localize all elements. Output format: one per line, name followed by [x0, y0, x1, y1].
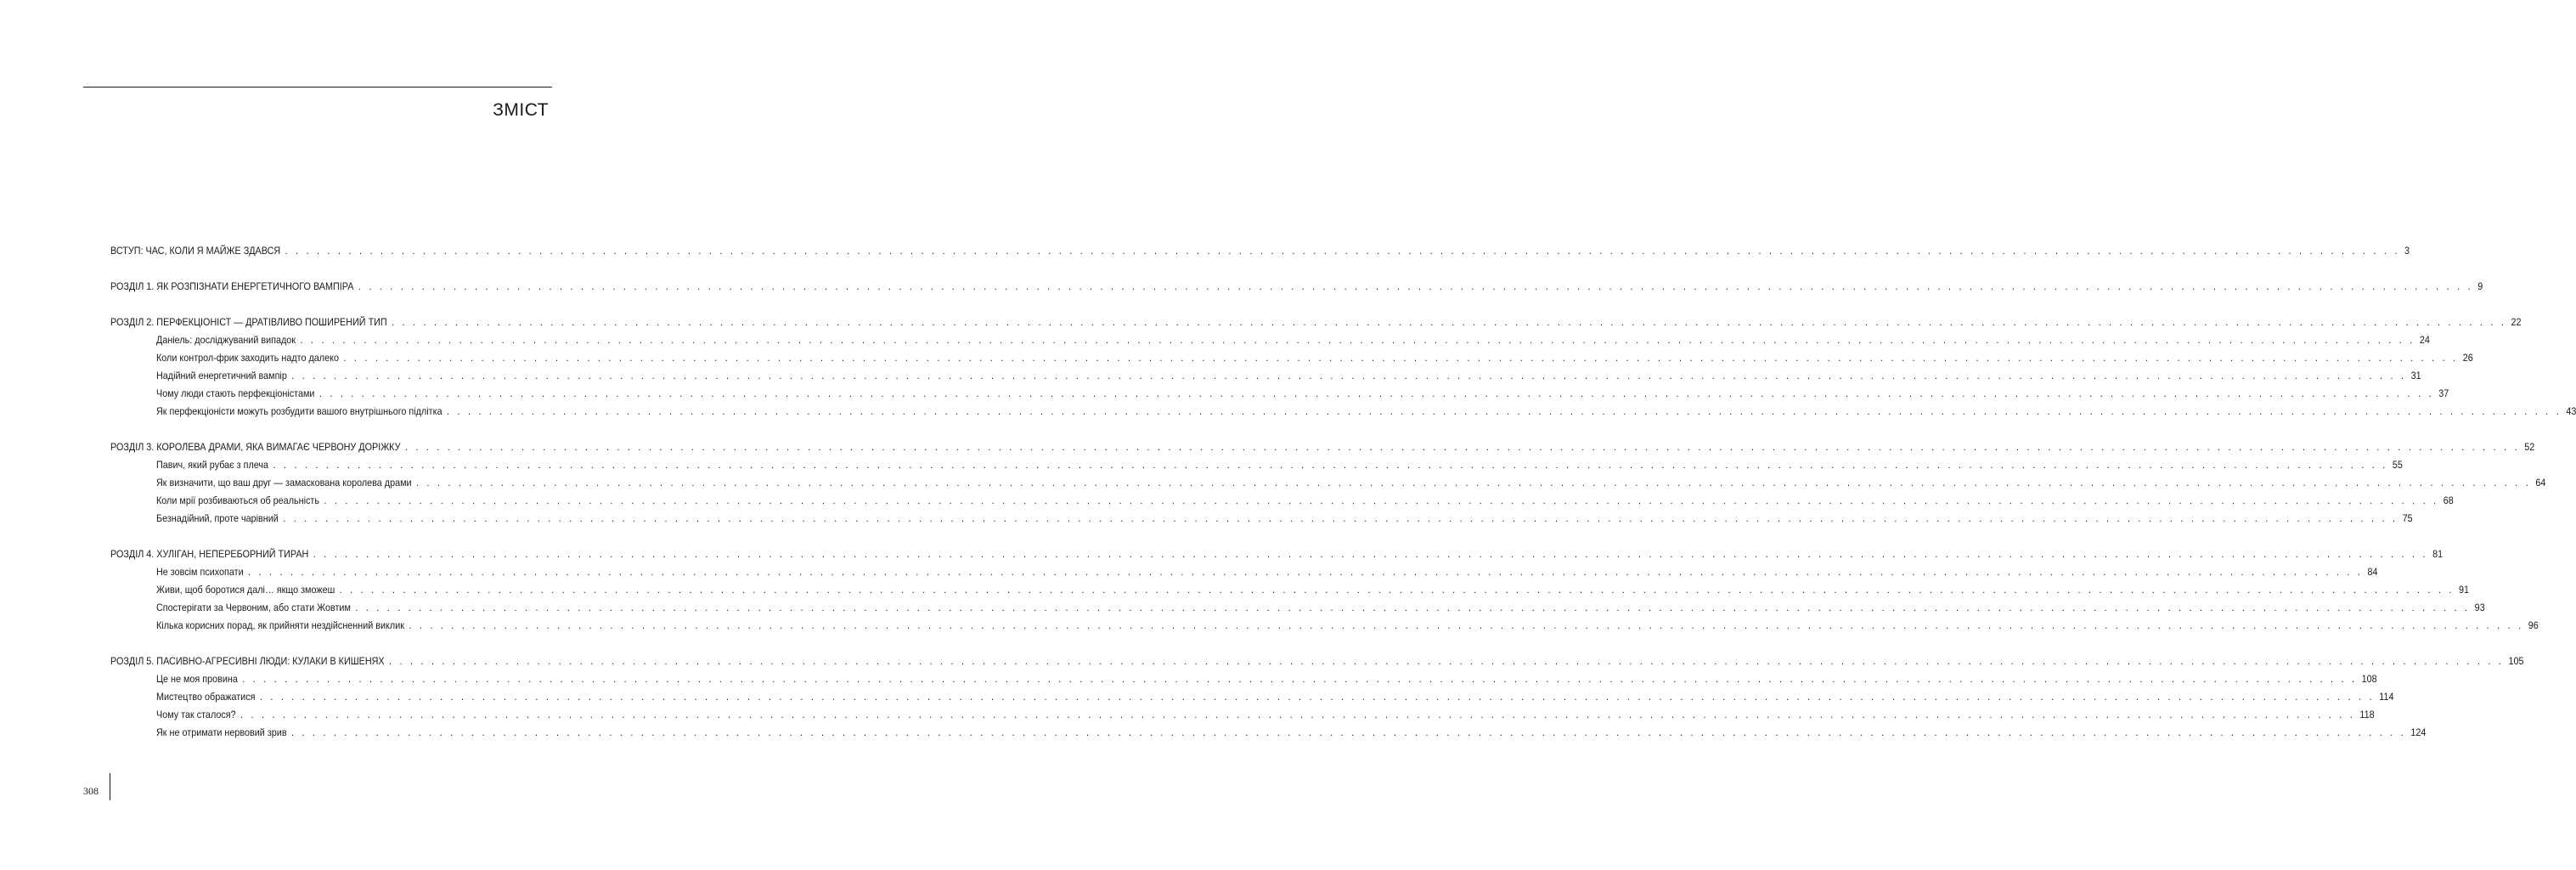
toc-entry-title: Живи, щоб боротися далі… якщо зможеш	[156, 584, 335, 596]
toc-section-entry[interactable]	[110, 405, 2576, 423]
dot-leader: . . . . . . . . . . . . . . . . . . . . . . . . . . . . . . . . . . . . . . . . . . . . . . . . . . . . . . . . . . . . . . . . . . . . . . . . . . . . . . . . . . . . . . . . . . . . . . . . . . . . . . . . . . . . . . . . . . . . . . . . . . . . . . . . . . . . . . . . . . . . . . . . . . . . . . . . . . . . . . . . . . . . . . . . . . . . . . . . . . . . . . . . . . . . . . . . . . . . . . . .	[318, 387, 2434, 399]
toc-section-entry[interactable]	[110, 691, 2394, 709]
toc-entry-title: РОЗДІЛ 1. ЯК РОЗПІЗНАТИ ЕНЕРГЕТИЧНОГО ВАМПІРА	[110, 280, 354, 292]
toc-entry-page: 93	[2474, 602, 2485, 613]
toc-group	[110, 316, 2576, 423]
toc-entry-title: Безнадійний, проте чарівний	[156, 512, 279, 524]
toc-entry-title: Коли контрол-фрик заходить надто далеко	[156, 352, 339, 364]
table-of-contents	[110, 245, 2576, 762]
toc-entry-page: 64	[2535, 477, 2546, 489]
toc-entry-title: Спостерігати за Червоним, або стати Жовтим	[156, 602, 351, 613]
dot-leader: . . . . . . . . . . . . . . . . . . . . . . . . . . . . . . . . . . . . . . . . . . . . . . . . . . . . . . . . . . . . . . . . . . . . . . . . . . . . . . . . . . . . . . . . . . . . . . . . . . . . . . . . . . . . . . . . . . . . . . . . . . . . . . . . . . . . . . . . . . . . . . . . . . . . . . . . . . . . . . . . . . . . . . . . . . . . . . . . . . . . . . . . . . . . . . . . . . . . . . . .	[285, 245, 2400, 257]
dot-leader: . . . . . . . . . . . . . . . . . . . . . . . . . . . . . . . . . . . . . . . . . . . . . . . . . . . . . . . . . . . . . . . . . . . . . . . . . . . . . . . . . . . . . . . . . . . . . . . . . . . . . . . . . . . . . . . . . . . . . . . . . . . . . . . . . . . . . . . . . . . . . . . . . . . . . . . . . . . . . . . . . . . . . . . . . . . . . . . . . . . . . . . . . . . . . . . . . . . . . . . .	[358, 280, 2473, 292]
toc-section-entry[interactable]	[110, 673, 2377, 691]
toc-entry-page: 81	[2432, 548, 2444, 560]
toc-section-entry[interactable]	[110, 387, 2449, 405]
toc-entry-title: Чому так сталося?	[156, 709, 236, 720]
toc-entry-title: РОЗДІЛ 5. ПАСИВНО-АГРЕСИВНІ ЛЮДИ: КУЛАКИ В КИШЕНЯХ	[110, 655, 385, 667]
toc-chapter-entry[interactable]	[110, 441, 2535, 459]
toc-chapter-entry[interactable]	[110, 316, 2522, 334]
dot-leader: . . . . . . . . . . . . . . . . . . . . . . . . . . . . . . . . . . . . . . . . . . . . . . . . . . . . . . . . . . . . . . . . . . . . . . . . . . . . . . . . . . . . . . . . . . . . . . . . . . . . . . . . . . . . . . . . . . . . . . . . . . . . . . . . . . . . . . . . . . . . . . . . . . . . . . . . . . . . . . . . . . . . . . . . . . . . . . . . . . . . . . . . . . . . . . . . . . . . . . . .	[355, 602, 2471, 613]
toc-group	[110, 280, 2483, 298]
toc-entry-title: Як не отримати нервовий зрив	[156, 726, 287, 738]
top-rule	[83, 87, 552, 88]
toc-entry-page: 108	[2361, 673, 2377, 685]
toc-entry-page: 37	[2438, 387, 2449, 399]
toc-chapter-entry[interactable]	[110, 280, 2483, 298]
toc-section-entry[interactable]	[110, 370, 2421, 387]
toc-entry-page: 68	[2443, 494, 2454, 506]
toc-group	[110, 441, 2546, 530]
toc-section-entry[interactable]	[110, 512, 2413, 530]
dot-leader: . . . . . . . . . . . . . . . . . . . . . . . . . . . . . . . . . . . . . . . . . . . . . . . . . . . . . . . . . . . . . . . . . . . . . . . . . . . . . . . . . . . . . . . . . . . . . . . . . . . . . . . . . . . . . . . . . . . . . . . . . . . . . . . . . . . . . . . . . . . . . . . . . . . . . . . . . . . . . . . . . . . . . . . . . . . . . . . . . . . . . . . . . . . . . . . . . . . . . . . .	[324, 494, 2439, 506]
dot-leader: . . . . . . . . . . . . . . . . . . . . . . . . . . . . . . . . . . . . . . . . . . . . . . . . . . . . . . . . . . . . . . . . . . . . . . . . . . . . . . . . . . . . . . . . . . . . . . . . . . . . . . . . . . . . . . . . . . . . . . . . . . . . . . . . . . . . . . . . . . . . . . . . . . . . . . . . . . . . . . . . . . . . . . . . . . . . . . . . . . . . . . . . . . . . . . . . . . . . . . . .	[290, 726, 2406, 738]
toc-entry-page: 52	[2524, 441, 2535, 453]
toc-entry-page: 84	[2367, 566, 2378, 578]
toc-entry-page: 124	[2410, 726, 2427, 738]
toc-entry-page: 96	[2528, 619, 2539, 631]
dot-leader: . . . . . . . . . . . . . . . . . . . . . . . . . . . . . . . . . . . . . . . . . . . . . . . . . . . . . . . . . . . . . . . . . . . . . . . . . . . . . . . . . . . . . . . . . . . . . . . . . . . . . . . . . . . . . . . . . . . . . . . . . . . . . . . . . . . . . . . . . . . . . . . . . . . . . . . . . . . . . . . . . . . . . . . . . . . . . . . . . . . . . . . . . . . . . . . . . . . . . . . .	[343, 352, 2459, 364]
toc-section-entry[interactable]	[110, 566, 2378, 584]
toc-entry-page: 118	[2359, 709, 2375, 720]
toc-entry-page: 26	[2462, 352, 2473, 364]
toc-chapter-entry[interactable]	[110, 548, 2444, 566]
dot-leader: . . . . . . . . . . . . . . . . . . . . . . . . . . . . . . . . . . . . . . . . . . . . . . . . . . . . . . . . . . . . . . . . . . . . . . . . . . . . . . . . . . . . . . . . . . . . . . . . . . . . . . . . . . . . . . . . . . . . . . . . . . . . . . . . . . . . . . . . . . . . . . . . . . . . . . . . . . . . . . . . . . . . . . . . . . . . . . . . . . . . . . . . . . . . . . . . . . . . . . . .	[273, 459, 2388, 471]
toc-section-entry[interactable]	[110, 709, 2375, 726]
toc-section-entry[interactable]	[110, 352, 2473, 370]
toc-entry-title: РОЗДІЛ 3. КОРОЛЕВА ДРАМИ, ЯКА ВИМАГАЄ ЧЕРВОНУ ДОРІЖКУ	[110, 441, 401, 453]
page-number: 308	[83, 785, 99, 797]
toc-entry-title: Як визначити, що ваш друг — замаскована королева драми	[156, 477, 412, 489]
toc-entry-title: Коли мрії розбиваються об реальність	[156, 494, 319, 506]
dot-leader: . . . . . . . . . . . . . . . . . . . . . . . . . . . . . . . . . . . . . . . . . . . . . . . . . . . . . . . . . . . . . . . . . . . . . . . . . . . . . . . . . . . . . . . . . . . . . . . . . . . . . . . . . . . . . . . . . . . . . . . . . . . . . . . . . . . . . . . . . . . . . . . . . . . . . . . . . . . . . . . . . . . . . . . . . . . . . . . . . . . . . . . . . . . . . . . . . . . . . . . .	[389, 655, 2505, 667]
toc-group	[110, 548, 2539, 637]
dot-leader: . . . . . . . . . . . . . . . . . . . . . . . . . . . . . . . . . . . . . . . . . . . . . . . . . . . . . . . . . . . . . . . . . . . . . . . . . . . . . . . . . . . . . . . . . . . . . . . . . . . . . . . . . . . . . . . . . . . . . . . . . . . . . . . . . . . . . . . . . . . . . . . . . . . . . . . . . . . . . . . . . . . . . . . . . . . . . . . . . . . . . . . . . . . . . . . . . . . . . . . .	[248, 566, 2364, 578]
toc-section-entry[interactable]	[110, 619, 2539, 637]
toc-entry-page: 31	[2410, 370, 2421, 381]
toc-entry-title: Не зовсім психопати	[156, 566, 244, 578]
toc-entry-page: 3	[2404, 245, 2410, 257]
toc-entry-title: РОЗДІЛ 4. ХУЛІГАН, НЕПЕРЕБОРНИЙ ТИРАН	[110, 548, 309, 560]
toc-entry-title: Це не моя провина	[156, 673, 238, 685]
toc-section-entry[interactable]	[110, 494, 2454, 512]
toc-entry-page: 24	[2419, 334, 2430, 346]
dot-leader: . . . . . . . . . . . . . . . . . . . . . . . . . . . . . . . . . . . . . . . . . . . . . . . . . . . . . . . . . . . . . . . . . . . . . . . . . . . . . . . . . . . . . . . . . . . . . . . . . . . . . . . . . . . . . . . . . . . . . . . . . . . . . . . . . . . . . . . . . . . . . . . . . . . . . . . . . . . . . . . . . . . . . . . . . . . . . . . . . . . . . . . . . . . . . . . . . . . . . . . .	[283, 512, 2398, 524]
toc-group	[110, 245, 2410, 263]
toc-chapter-entry[interactable]	[110, 245, 2410, 263]
toc-entry-title: ВСТУП: ЧАС, КОЛИ Я МАЙЖЕ ЗДАВСЯ	[110, 245, 281, 257]
toc-entry-page: 9	[2477, 280, 2483, 292]
dot-leader: . . . . . . . . . . . . . . . . . . . . . . . . . . . . . . . . . . . . . . . . . . . . . . . . . . . . . . . . . . . . . . . . . . . . . . . . . . . . . . . . . . . . . . . . . . . . . . . . . . . . . . . . . . . . . . . . . . . . . . . . . . . . . . . . . . . . . . . . . . . . . . . . . . . . . . . . . . . . . . . . . . . . . . . . . . . . . . . . . . . . . . . . . . . . . . . . . . . . . . . .	[415, 477, 2531, 489]
toc-entry-page: 91	[2459, 584, 2470, 596]
dot-leader: . . . . . . . . . . . . . . . . . . . . . . . . . . . . . . . . . . . . . . . . . . . . . . . . . . . . . . . . . . . . . . . . . . . . . . . . . . . . . . . . . . . . . . . . . . . . . . . . . . . . . . . . . . . . . . . . . . . . . . . . . . . . . . . . . . . . . . . . . . . . . . . . . . . . . . . . . . . . . . . . . . . . . . . . . . . . . . . . . . . . . . . . . . . . . . . . . . . . . . . .	[291, 370, 2407, 381]
dot-leader: . . . . . . . . . . . . . . . . . . . . . . . . . . . . . . . . . . . . . . . . . . . . . . . . . . . . . . . . . . . . . . . . . . . . . . . . . . . . . . . . . . . . . . . . . . . . . . . . . . . . . . . . . . . . . . . . . . . . . . . . . . . . . . . . . . . . . . . . . . . . . . . . . . . . . . . . . . . . . . . . . . . . . . . . . . . . . . . . . . . . . . . . . . . . . . . . . . . . . . . .	[339, 584, 2455, 596]
dot-leader: . . . . . . . . . . . . . . . . . . . . . . . . . . . . . . . . . . . . . . . . . . . . . . . . . . . . . . . . . . . . . . . . . . . . . . . . . . . . . . . . . . . . . . . . . . . . . . . . . . . . . . . . . . . . . . . . . . . . . . . . . . . . . . . . . . . . . . . . . . . . . . . . . . . . . . . . . . . . . . . . . . . . . . . . . . . . . . . . . . . . . . . . . . . . . . . . . . . . . . . .	[409, 619, 2524, 631]
toc-section-entry[interactable]	[110, 477, 2546, 494]
dot-leader: . . . . . . . . . . . . . . . . . . . . . . . . . . . . . . . . . . . . . . . . . . . . . . . . . . . . . . . . . . . . . . . . . . . . . . . . . . . . . . . . . . . . . . . . . . . . . . . . . . . . . . . . . . . . . . . . . . . . . . . . . . . . . . . . . . . . . . . . . . . . . . . . . . . . . . . . . . . . . . . . . . . . . . . . . . . . . . . . . . . . . . . . . . . . . . . . . . . . . . . .	[313, 548, 2428, 560]
toc-entry-title: Надійний енергетичний вампір	[156, 370, 287, 381]
toc-section-entry[interactable]	[110, 726, 2427, 744]
toc-entry-page: 114	[2379, 691, 2394, 703]
dot-leader: . . . . . . . . . . . . . . . . . . . . . . . . . . . . . . . . . . . . . . . . . . . . . . . . . . . . . . . . . . . . . . . . . . . . . . . . . . . . . . . . . . . . . . . . . . . . . . . . . . . . . . . . . . . . . . . . . . . . . . . . . . . . . . . . . . . . . . . . . . . . . . . . . . . . . . . . . . . . . . . . . . . . . . . . . . . . . . . . . . . . . . . . . . . . . . . . . . . . . . . .	[300, 334, 2415, 346]
toc-entry-title: Павич, який рубає з плеча	[156, 459, 269, 471]
toc-entry-page: 105	[2508, 655, 2524, 667]
toc-entry-title: Чому люди стають перфекціоністами	[156, 387, 315, 399]
toc-entry-page: 75	[2402, 512, 2413, 524]
dot-leader: . . . . . . . . . . . . . . . . . . . . . . . . . . . . . . . . . . . . . . . . . . . . . . . . . . . . . . . . . . . . . . . . . . . . . . . . . . . . . . . . . . . . . . . . . . . . . . . . . . . . . . . . . . . . . . . . . . . . . . . . . . . . . . . . . . . . . . . . . . . . . . . . . . . . . . . . . . . . . . . . . . . . . . . . . . . . . . . . . . . . . . . . . . . . . . . . . . . . . . . .	[242, 673, 2358, 685]
dot-leader: . . . . . . . . . . . . . . . . . . . . . . . . . . . . . . . . . . . . . . . . . . . . . . . . . . . . . . . . . . . . . . . . . . . . . . . . . . . . . . . . . . . . . . . . . . . . . . . . . . . . . . . . . . . . . . . . . . . . . . . . . . . . . . . . . . . . . . . . . . . . . . . . . . . . . . . . . . . . . . . . . . . . . . . . . . . . . . . . . . . . . . . . . . . . . . . . . . . . . . . .	[447, 405, 2562, 417]
dot-leader: . . . . . . . . . . . . . . . . . . . . . . . . . . . . . . . . . . . . . . . . . . . . . . . . . . . . . . . . . . . . . . . . . . . . . . . . . . . . . . . . . . . . . . . . . . . . . . . . . . . . . . . . . . . . . . . . . . . . . . . . . . . . . . . . . . . . . . . . . . . . . . . . . . . . . . . . . . . . . . . . . . . . . . . . . . . . . . . . . . . . . . . . . . . . . . . . . . . . . . . .	[404, 441, 2520, 453]
toc-group	[110, 655, 2524, 744]
toc-entry-page: 43	[2566, 405, 2576, 417]
dot-leader: . . . . . . . . . . . . . . . . . . . . . . . . . . . . . . . . . . . . . . . . . . . . . . . . . . . . . . . . . . . . . . . . . . . . . . . . . . . . . . . . . . . . . . . . . . . . . . . . . . . . . . . . . . . . . . . . . . . . . . . . . . . . . . . . . . . . . . . . . . . . . . . . . . . . . . . . . . . . . . . . . . . . . . . . . . . . . . . . . . . . . . . . . . . . . . . . . . . . . . . .	[240, 709, 2356, 720]
dot-leader: . . . . . . . . . . . . . . . . . . . . . . . . . . . . . . . . . . . . . . . . . . . . . . . . . . . . . . . . . . . . . . . . . . . . . . . . . . . . . . . . . . . . . . . . . . . . . . . . . . . . . . . . . . . . . . . . . . . . . . . . . . . . . . . . . . . . . . . . . . . . . . . . . . . . . . . . . . . . . . . . . . . . . . . . . . . . . . . . . . . . . . . . . . . . . . . . . . . . . . . .	[392, 316, 2507, 328]
toc-entry-title: Даніель: досліджуваний випадок	[156, 334, 296, 346]
toc-section-entry[interactable]	[110, 334, 2430, 352]
dot-leader: . . . . . . . . . . . . . . . . . . . . . . . . . . . . . . . . . . . . . . . . . . . . . . . . . . . . . . . . . . . . . . . . . . . . . . . . . . . . . . . . . . . . . . . . . . . . . . . . . . . . . . . . . . . . . . . . . . . . . . . . . . . . . . . . . . . . . . . . . . . . . . . . . . . . . . . . . . . . . . . . . . . . . . . . . . . . . . . . . . . . . . . . . . . . . . . . . . . . . . . .	[259, 691, 2375, 703]
toc-entry-page: 55	[2392, 459, 2403, 471]
toc-chapter-entry[interactable]	[110, 655, 2524, 673]
toc-entry-title: Мистецтво ображатися	[156, 691, 256, 703]
page-title: ЗМІСТ	[493, 100, 549, 120]
toc-entry-title: Як перфекціоністи можуть розбудити вашого внутрішнього підлітка	[156, 405, 442, 417]
toc-section-entry[interactable]	[110, 459, 2403, 477]
toc-entry-title: РОЗДІЛ 2. ПЕРФЕКЦІОНІСТ — ДРАТІВЛИВО ПОШИРЕНИЙ ТИП	[110, 316, 387, 328]
toc-section-entry[interactable]	[110, 602, 2485, 619]
toc-section-entry[interactable]	[110, 584, 2470, 602]
toc-entry-page: 22	[2511, 316, 2522, 328]
toc-entry-title: Кілька корисних порад, як прийняти нездійсненний виклик	[156, 619, 404, 631]
